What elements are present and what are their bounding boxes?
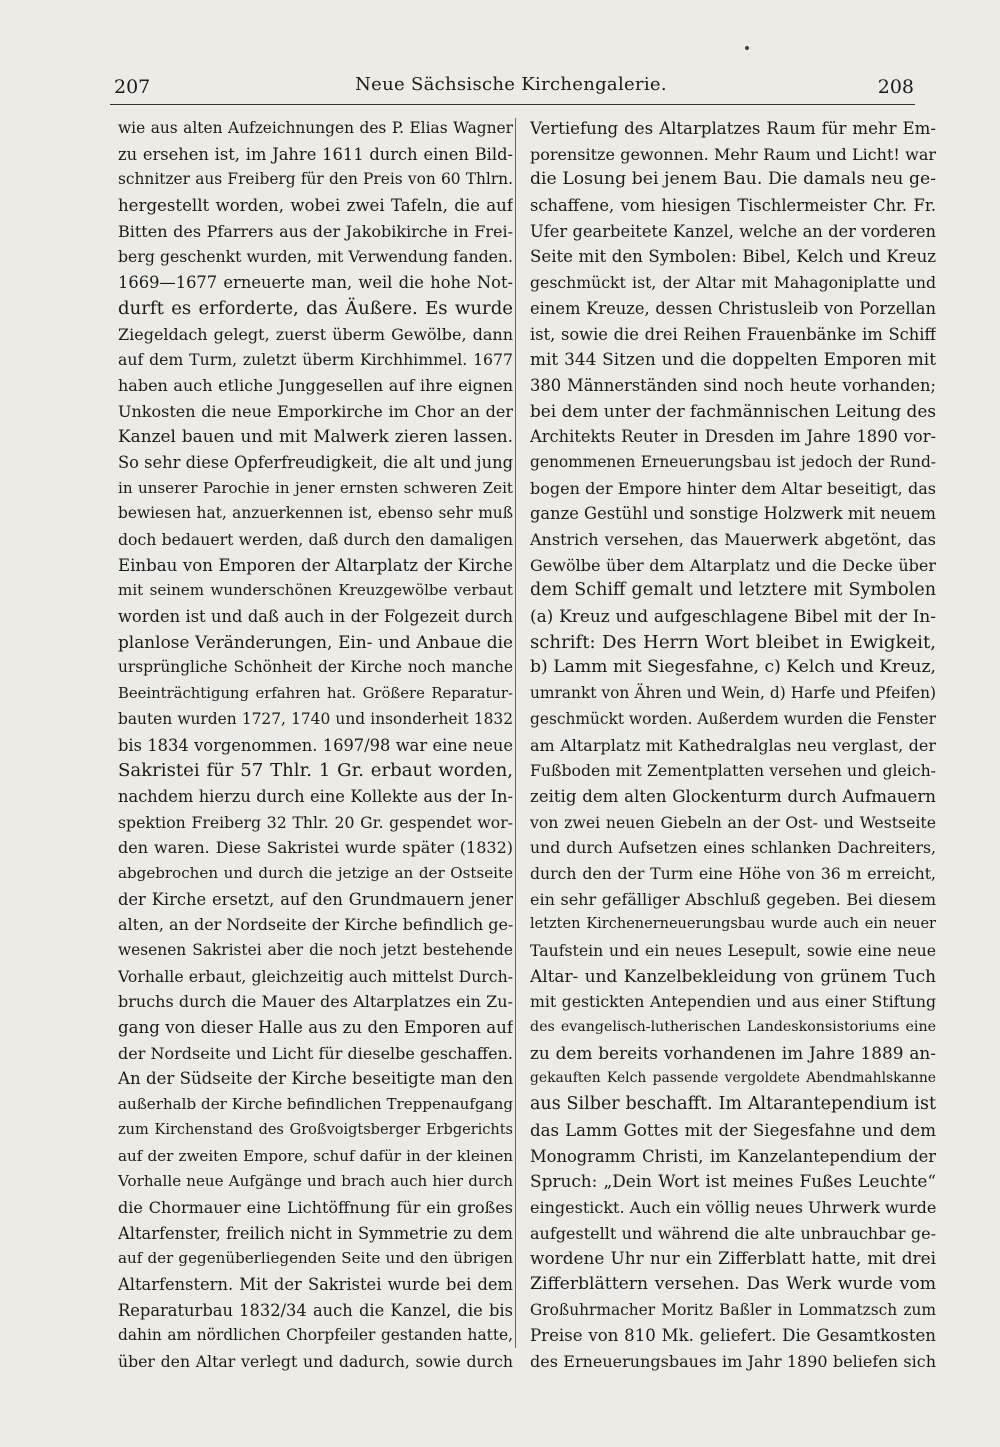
text-line: aus Silber beschafft. Im Altarantependium ist — [530, 1094, 936, 1115]
column-divider — [515, 118, 516, 1348]
text-line: hergestellt worden, wobei zwei Tafeln, die auf — [118, 196, 513, 216]
text-line: bis 1834 vorgenommen. 1697/98 war eine neue — [118, 735, 513, 755]
text-line: wie aus alten Aufzeichnungen des P. Elias Wagner — [118, 119, 513, 137]
text-line: Seite mit den Symbolen: Bibel, Kelch und Kreuz — [530, 247, 936, 267]
text-line: (a) Kreuz und aufgeschlagene Bibel mit der In- — [530, 606, 936, 627]
text-line: Zifferblättern versehen. Das Werk wurde vom — [530, 1273, 936, 1294]
text-line: zu ersehen ist, im Jahre 1611 durch einen Bild- — [118, 144, 513, 164]
text-line: geschmückt worden. Außerdem wurden die Fenster — [530, 709, 936, 728]
text-line: Bitten des Pfarrers aus der Jakobikirche in Frei- — [118, 221, 513, 241]
text-line: und durch Aufsetzen eines schlanken Dachreiters, — [530, 838, 936, 858]
text-line: Reparaturbau 1832/34 auch die Kanzel, die bis — [118, 1300, 513, 1320]
text-line: auf der zweiten Empore, schuf dafür in der kleinen — [118, 1146, 513, 1165]
text-line: mit gestickten Antependien und aus einer Stiftung — [530, 992, 936, 1012]
text-line: Vorhalle neue Aufgänge und brach auch hier durch — [118, 1172, 513, 1191]
text-line: mit seinem wunderschönen Kreuzgewölbe verbaut — [118, 581, 513, 600]
text-line: der Nordseite und Licht für dieselbe geschaffen. — [118, 1043, 513, 1063]
text-line: Taufstein und ein neues Lesepult, sowie eine neue — [530, 941, 936, 960]
text-line: worden ist und daß auch in der Folgezeit durch — [118, 607, 513, 627]
text-line: Ziegeldach gelegt, zuerst überm Gewölbe, dann — [118, 324, 513, 344]
text-line: Altarfenster, freilich nicht in Symmetrie zu dem — [118, 1223, 513, 1243]
header-rule — [110, 104, 915, 105]
text-line: ein sehr gefälliger Abschluß gegeben. Bei diesem — [530, 889, 936, 909]
text-line: bogen der Empore hinter dem Altar beseitigt, das — [530, 478, 936, 498]
text-line: in unserer Parochie in jener ernsten schweren Zeit — [118, 478, 513, 497]
text-line: 380 Männerständen sind noch heute vorhanden; — [530, 375, 936, 395]
text-line: eingestickt. Auch ein völlig neues Uhrwerk wurde — [530, 1197, 936, 1217]
text-line: den waren. Diese Sakristei wurde später (1832) — [118, 838, 513, 858]
text-line: zum Kirchenstand des Großvoigtsberger Erbgerichts — [118, 1121, 513, 1138]
text-line: am Altarplatz mit Kathedralglas neu verglast, der — [530, 735, 936, 755]
text-line: alten, an der Nordseite der Kirche befindlich ge- — [118, 915, 513, 935]
text-line: nachdem hierzu durch eine Kollekte aus der In- — [118, 786, 513, 806]
text-line: haben auch etliche Junggesellen auf ihre eignen — [118, 375, 513, 395]
text-line: Altar- und Kanzelbekleidung von grünem Tuch — [530, 965, 936, 986]
text-line: ursprüngliche Schönheit der Kirche noch manche — [118, 658, 513, 677]
text-line: Großuhrmacher Moritz Baßler in Lommatzsch zum — [530, 1300, 936, 1319]
text-line: bei dem unter der fachmännischen Leitung des — [530, 400, 936, 421]
text-line: des Erneuerungsbaues im Jahr 1890 beliefen sich — [530, 1352, 936, 1371]
page-header — [106, 72, 916, 102]
text-line: Sakristei für 57 Thlr. 1 Gr. erbaut worden, — [118, 760, 513, 782]
text-line: zu dem bereits vorhandenen im Jahre 1889 an- — [530, 1042, 936, 1063]
text-line: die Losung bei jenem Bau. Die damals neu ge- — [530, 169, 936, 190]
text-line: berg geschenkt wurden, mit Verwendung fanden. — [118, 247, 513, 267]
text-line: 1669—1677 erneuerte man, weil die hohe Not- — [118, 273, 513, 293]
text-line: Vorhalle erbaut, gleichzeitig auch mittelst Durch- — [118, 966, 513, 986]
text-line: Kanzel bauen und mit Malwerk zieren lassen. — [118, 426, 513, 447]
text-line: ganze Gestühl und sonstige Holzwerk mit neuem — [530, 504, 936, 524]
text-line: An der Südseite der Kirche beseitigte man den — [118, 1069, 513, 1089]
text-line: porensitze gewonnen. Mehr Raum und Licht! war — [530, 144, 936, 164]
text-line: mit 344 Sitzen und die doppelten Emporen mit — [530, 349, 936, 370]
text-line: außerhalb der Kirche befindlichen Treppenaufgang — [118, 1095, 513, 1114]
text-line: Beeinträchtigung erfahren hat. Größere Reparatur- — [118, 685, 513, 703]
text-line: planlose Veränderungen, Ein- und Anbaue die — [118, 631, 513, 652]
text-line: gekauften Kelch passende vergoldete Abendmahlskanne — [530, 1070, 936, 1087]
text-line: Preise von 810 Mk. geliefert. Die Gesamtkosten — [530, 1326, 936, 1346]
text-line: wesenen Sakristei aber die noch jetzt bestehende — [118, 941, 513, 959]
text-line: durch den der Turm eine Höhe von 36 m erreicht, — [530, 863, 936, 883]
text-line: das Lamm Gottes mit der Siegesfahne und dem — [530, 1120, 936, 1140]
text-line: die Chormauer eine Lichtöffnung für ein großes — [118, 1197, 513, 1217]
text-line: Spruch: „Dein Wort ist meines Fußes Leuchte“ — [530, 1171, 936, 1192]
text-line: So sehr diese Opferfreudigkeit, die alt und jung — [118, 452, 513, 472]
left-column — [118, 116, 513, 1375]
text-line: abgebrochen und durch die jetzige an der Ostseite — [118, 863, 513, 882]
text-line: Einbau von Emporen der Altarplatz der Kirche — [118, 555, 513, 575]
text-line: spektion Freiberg 32 Thlr. 20 Gr. gespendet wor- — [118, 812, 513, 832]
text-line: letzten Kirchenerneuerungsbau wurde auch ein neuer — [530, 916, 936, 933]
text-line: doch bedauert werden, daß durch den damaligen — [118, 530, 513, 549]
text-line: Architekts Reuter in Dresden im Jahre 1890 vor- — [530, 427, 936, 447]
text-line: Fußboden mit Zementplatten versehen und gleich- — [530, 761, 936, 781]
text-line: auf dem Turm, zuletzt überm Kirchhimmel. 1677 — [118, 350, 513, 370]
text-line: auf der gegenüberliegenden Seite und den übrigen — [118, 1249, 513, 1268]
text-line: Gewölbe über dem Altarplatz und die Decke über — [530, 555, 936, 575]
text-line: durft es erforderte, das Äußere. Es wurde — [118, 297, 513, 319]
page-number-right: 208 — [877, 76, 914, 98]
text-line: der Kirche ersetzt, auf den Grundmauern jener — [118, 889, 513, 909]
text-line: Vertiefung des Altarplatzes Raum für mehr Em- — [530, 119, 936, 138]
text-line: einem Kreuze, dessen Christusleib von Porzellan — [530, 298, 936, 318]
text-line: dahin am nördlichen Chorpfeiler gestanden hatte, — [118, 1326, 513, 1345]
running-title: Neue Sächsische Kirchengalerie. — [355, 74, 667, 95]
text-line: gang von dieser Halle aus zu den Emporen auf — [118, 1018, 513, 1038]
text-line: Anstrich versehen, das Mauerwerk abgetönt, das — [530, 530, 936, 549]
text-line: dem Schiff gemalt und letztere mit Symbolen — [530, 580, 936, 601]
text-line: schaffene, vom hiesigen Tischlermeister Chr. Fr. — [530, 196, 936, 216]
text-line: bruchs durch die Mauer des Altarplatzes ein Zu- — [118, 992, 513, 1012]
text-line: geschmückt ist, der Altar mit Mahagoniplatte und — [530, 273, 936, 293]
text-line: über den Altar verlegt und dadurch, sowie durch — [118, 1352, 513, 1371]
text-line: ist, sowie die drei Reihen Frauenbänke im Schiff — [530, 324, 936, 344]
text-line: Monogramm Christi, im Kanzelantependium der — [530, 1146, 936, 1166]
text-line: bauten wurden 1727, 1740 und insonderheit 1832 — [118, 709, 513, 728]
text-line: b) Lamm mit Siegesfahne, c) Kelch und Kreuz, — [530, 657, 936, 678]
right-column — [530, 116, 936, 1375]
text-line: bewiesen hat, anzuerkennen ist, ebenso sehr muß — [118, 504, 513, 523]
text-line: Unkosten die neue Emporkirche im Chor an der — [118, 401, 513, 421]
text-line: schrift: Des Herrn Wort bleibet in Ewigkeit, — [530, 631, 936, 653]
text-line: schnitzer aus Freiberg für den Preis von 60 Thlrn. — [118, 170, 513, 189]
text-line: des evangelisch-lutherischen Landeskonsistoriums eine — [530, 1019, 936, 1036]
text-line: genommenen Erneuerungsbau ist jedoch der Rund- — [530, 452, 936, 471]
text-line: von zwei neuen Giebeln an der Ost- und Westseite — [530, 812, 936, 832]
page-number-left: 207 — [114, 76, 151, 98]
text-line: aufgestellt und während die alte unbrauchbar ge- — [530, 1223, 936, 1243]
text-line: Altarfenstern. Mit der Sakristei wurde bei dem — [118, 1274, 513, 1294]
ink-speck — [745, 46, 749, 50]
text-line: Ufer gearbeitete Kanzel, welche an der vorderen — [530, 221, 936, 241]
text-line: umrankt von Ähren und Wein, d) Harfe und Pfeifen) — [530, 684, 936, 703]
text-line: zeitig dem alten Glockenturm durch Aufmauern — [530, 786, 936, 806]
text-line: wordene Uhr nur ein Zifferblatt hatte, mit drei — [530, 1248, 936, 1269]
